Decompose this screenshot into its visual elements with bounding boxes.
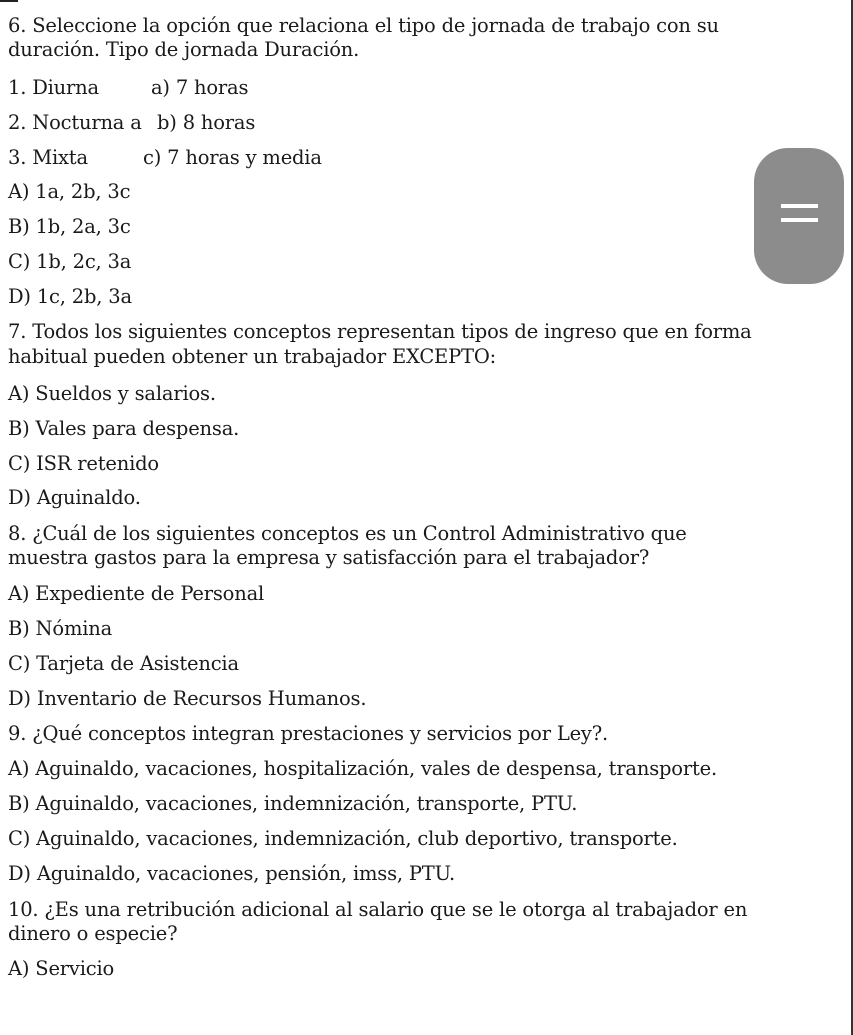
q6-pair-right-3: c) 7 horas y media xyxy=(143,146,322,169)
q8-text-line2: muestra gastos para la empresa y satisfacción para el trabajador? xyxy=(8,546,650,569)
q9-option-a: A) Aguinaldo, vacaciones, hospitalización, vales de despensa, transporte. xyxy=(8,757,717,780)
q9-option-c: C) Aguinaldo, vacaciones, indemnización, club deportivo, transporte. xyxy=(8,827,678,850)
top-edge-mark xyxy=(0,0,18,2)
q6-option-c: C) 1b, 2c, 3a xyxy=(8,250,132,273)
q6-pair-left-1: 1. Diurna xyxy=(8,76,99,99)
q6-pair-left-2: 2. Nocturna a xyxy=(8,111,142,134)
q8-option-b: B) Nómina xyxy=(8,617,113,640)
q6-option-a: A) 1a, 2b, 3c xyxy=(8,180,131,203)
q6-text-line2: duración. Tipo de jornada Duración. xyxy=(8,38,360,61)
q8-option-a: A) Expediente de Personal xyxy=(8,582,265,605)
q9-option-b: B) Aguinaldo, vacaciones, indemnización, transporte, PTU. xyxy=(8,792,578,815)
q6-text-line1: 6. Seleccione la opción que relaciona el tipo de jornada de trabajo con su xyxy=(8,14,719,37)
q7-option-d: D) Aguinaldo. xyxy=(8,486,141,509)
q10-text-line2: dinero o especie? xyxy=(8,922,178,945)
drag-handle-button[interactable] xyxy=(754,148,844,284)
q6-pair-right-1: a) 7 horas xyxy=(151,76,249,99)
q8-option-c: C) Tarjeta de Asistencia xyxy=(8,652,239,675)
q7-option-a: A) Sueldos y salarios. xyxy=(8,382,216,405)
q10-option-a: A) Servicio xyxy=(8,957,115,980)
q9-text-line1: 9. ¿Qué conceptos integran prestaciones y servicios por Ley?. xyxy=(8,722,609,745)
q9-option-d: D) Aguinaldo, vacaciones, pensión, imss, PTU. xyxy=(8,862,456,885)
q10-text-line1: 10. ¿Es una retribución adicional al salario que se le otorga al trabajador en xyxy=(8,898,748,921)
q7-option-c: C) ISR retenido xyxy=(8,452,159,475)
q6-pair-left-3: 3. Mixta xyxy=(8,146,88,169)
q7-text-line2: habitual pueden obtener un trabajador EXCEPTO: xyxy=(8,345,496,368)
q6-option-d: D) 1c, 2b, 3a xyxy=(8,285,132,308)
q6-pair-right-2: b) 8 horas xyxy=(157,111,256,134)
q6-option-b: B) 1b, 2a, 3c xyxy=(8,215,131,238)
q7-option-b: B) Vales para despensa. xyxy=(8,417,240,440)
q8-option-d: D) Inventario de Recursos Humanos. xyxy=(8,687,367,710)
q8-text-line1: 8. ¿Cuál de los siguientes conceptos es un Control Administrativo que xyxy=(8,522,687,545)
q7-text-line1: 7. Todos los siguientes conceptos representan tipos de ingreso que en forma xyxy=(8,320,752,343)
